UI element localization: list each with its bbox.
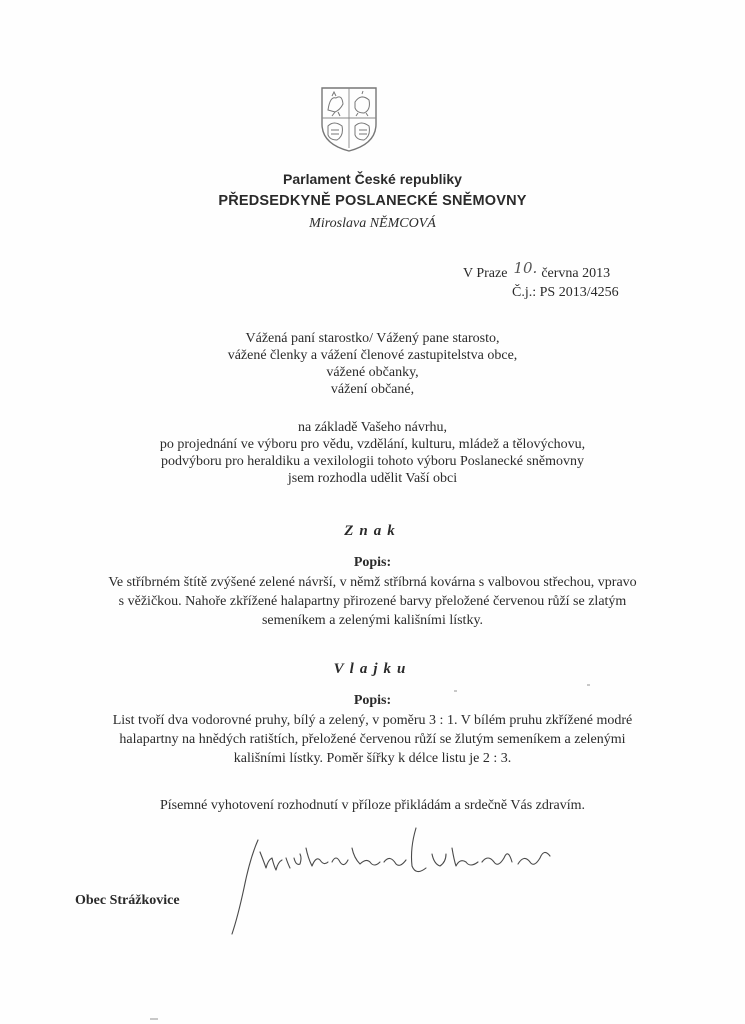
decision-block: [0, 419, 745, 487]
office-title: PŘEDSEDKYNĚ POSLANECKÉ SNĚMOVNY: [218, 193, 527, 209]
dateline: [463, 259, 611, 282]
decision-line: jsem rozhodla udělit Vaší obci: [287, 471, 458, 486]
description-line: halapartny na hnědých ratištích, přeložené červenou růží se žlutým semeníkem a zelenými: [119, 732, 626, 747]
date-prefix: V Praze: [463, 266, 508, 281]
description-line: semeníkem a zelenými kališními lístky.: [261, 613, 484, 628]
coat-of-arms-popis-label: Popis:: [353, 555, 392, 570]
state-coat-of-arms-icon: [316, 84, 382, 154]
closing-sentence: Písemné vyhotovení rozhodnutí v příloze přikládám a srdečně Vás zdravím.: [159, 798, 586, 813]
institution-name: Parlament České republiky: [283, 171, 462, 187]
reference-number: Č.j.: PS 2013/4256: [512, 285, 619, 300]
description-line: s věžičkou. Nahoře zkřížené halapartny přirozené barvy přeložené červenou růží se zlatým: [118, 594, 627, 609]
flag-popis-label: Popis:: [353, 693, 392, 708]
scan-speck: [587, 684, 590, 686]
sender-name: Miroslava NĚMCOVÁ: [309, 216, 436, 231]
decision-line: na základě Vašeho návrhu,: [297, 420, 448, 435]
decision-line: podvýboru pro heraldiku a vexilologii tohoto výboru Poslanecké sněmovny: [160, 454, 585, 469]
description-line: List tvoří dva vodorovné pruhy, bílý a zelený, v poměru 3 : 1. V bílém pruhu zkřížené modré: [112, 713, 633, 728]
scan-speck: [150, 1018, 158, 1020]
coat-of-arms-description: [0, 573, 745, 630]
handwritten-signature: [220, 818, 560, 938]
recipient-name: Obec Strážkovice: [75, 893, 180, 908]
coat-of-arms-heading: Znak: [344, 523, 401, 539]
salutation-line: Vážená paní starostko/ Vážený pane starosto,: [245, 331, 500, 346]
date-month-year: června 2013: [541, 266, 611, 281]
salutation-line: vážené občanky,: [326, 365, 419, 380]
flag-description: [0, 711, 745, 768]
decision-line: po projednání ve výboru pro vědu, vzdělání, kulturu, mládež a tělovýchovu,: [159, 437, 586, 452]
salutation-line: vážení občané,: [330, 382, 415, 397]
salutation-line: vážené členky a vážení členové zastupitelstva obce,: [227, 348, 518, 363]
flag-heading: Vlajku: [333, 661, 412, 677]
date-day-handwritten: 10.: [513, 259, 538, 277]
scan-speck: [454, 690, 457, 692]
description-line: Ve stříbrném štítě zvýšené zelené návrší, v němž stříbrná kovárna s valbovou střechou, vpravo: [108, 575, 637, 590]
salutation-block: [0, 330, 745, 398]
description-line: kališními lístky. Poměr šířky k délce listu je 2 : 3.: [233, 751, 512, 766]
